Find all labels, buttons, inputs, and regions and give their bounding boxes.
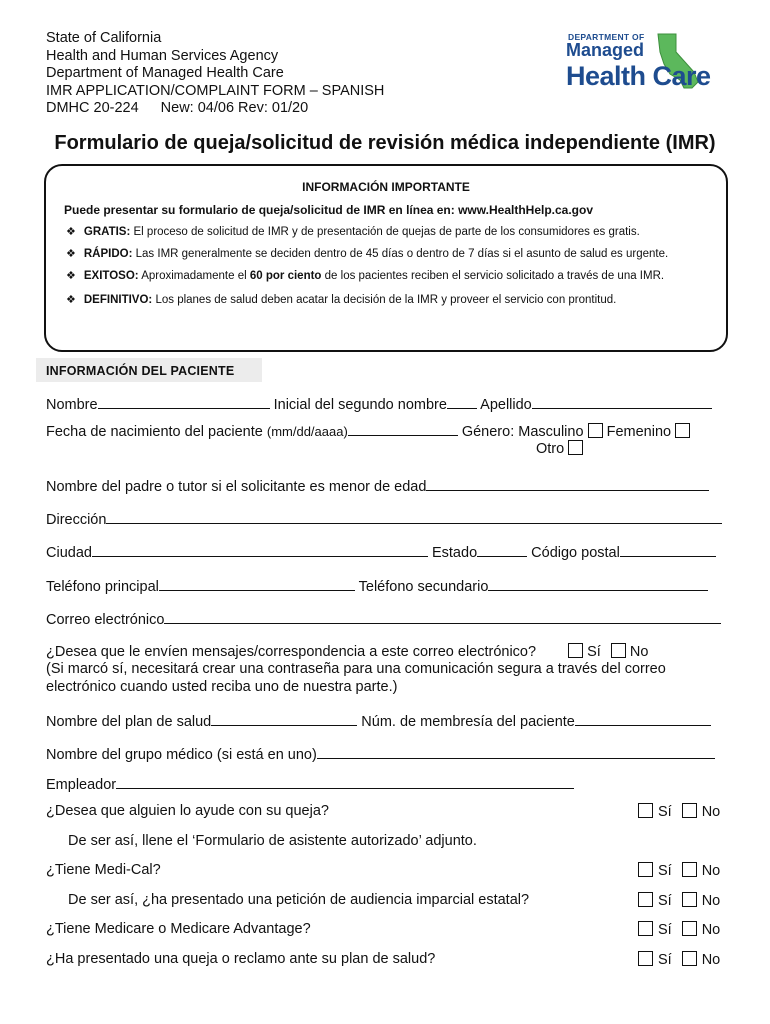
address-label: Dirección — [46, 512, 107, 528]
bullet-rapido — [66, 247, 668, 260]
birthdate-field[interactable] — [348, 421, 458, 436]
state-label: Estado — [431, 545, 478, 561]
yes-label: Sí — [658, 922, 672, 938]
bullet-text: Aproximadamente el — [141, 270, 247, 282]
assist-question: ¿Desea que alguien lo ayude con su queja? — [46, 803, 329, 819]
important-info-box — [44, 164, 728, 352]
email-label: Correo electrónico — [46, 612, 165, 628]
guardian-label: Nombre del padre o tutor si el solicitante es menor de edad — [46, 479, 427, 495]
secondary-phone-field[interactable] — [488, 576, 708, 591]
middle-initial-label: Inicial del segundo nombre — [273, 397, 447, 413]
medical-no-checkbox[interactable] — [682, 862, 697, 877]
bullet-text: de los pacientes reciben el servicio solicitado a través de una IMR. — [324, 270, 665, 282]
bullet-text: El proceso de solicitud de IMR y de presentación de quejas de parte de los consumidores es gratis. — [133, 226, 640, 238]
bullet-label: GRATIS: — [83, 226, 131, 238]
email-consent-question: ¿Desea que le envíen mensajes/correspondencia a este correo electrónico? — [46, 644, 537, 660]
patient-info-section-header — [36, 358, 262, 382]
form-number-line — [46, 100, 384, 118]
medicare-question: ¿Tiene Medicare o Medicare Advantage? — [46, 921, 311, 937]
health-plan-label: Nombre del plan de salud — [46, 714, 212, 730]
agency-line: Health and Human Services Agency — [46, 47, 279, 64]
first-name-label: Nombre — [46, 397, 98, 413]
male-checkbox[interactable] — [588, 423, 603, 438]
gender-male-label: Género: Masculino — [461, 424, 584, 440]
complaint-yes-no — [638, 951, 720, 968]
last-name-label: Apellido — [480, 397, 532, 413]
fair-hearing-no-checkbox[interactable] — [682, 892, 697, 907]
email-consent-yes-checkbox[interactable] — [568, 643, 583, 658]
section-title: INFORMACIÓN DEL PACIENTE — [46, 364, 235, 378]
last-name-field[interactable] — [532, 394, 712, 409]
diamond-bullet-icon: ❖ — [66, 294, 76, 306]
health-plan-field[interactable] — [211, 711, 357, 726]
medicare-no-checkbox[interactable] — [682, 921, 697, 936]
email-consent-note — [46, 660, 726, 696]
no-label: No — [701, 952, 721, 968]
bullet-label: RÁPIDO: — [83, 248, 133, 260]
city-label: Ciudad — [46, 545, 92, 561]
birthdate-gender-row — [46, 421, 690, 439]
no-label: No — [701, 922, 721, 938]
assist-note: De ser así, llene el ‘Formulario de asistente autorizado’ adjunto. — [68, 833, 477, 849]
gender-female-label: Femenino — [606, 424, 672, 440]
zip-field[interactable] — [620, 542, 716, 557]
logo-dept-text: DEPARTMENT OF — [568, 32, 645, 42]
medical-group-row — [46, 744, 715, 762]
birthdate-label: Fecha de nacimiento del paciente — [46, 424, 263, 440]
first-name-field[interactable] — [98, 394, 270, 409]
yes-label: Sí — [658, 893, 672, 909]
diamond-bullet-icon: ❖ — [66, 248, 76, 260]
logo-health-text: Health Care — [566, 61, 711, 91]
fair-hearing-yes-checkbox[interactable] — [638, 892, 653, 907]
zip-label: Código postal — [531, 545, 620, 561]
guardian-field[interactable] — [426, 476, 709, 491]
primary-phone-label: Teléfono principal — [46, 579, 159, 595]
employer-label: Empleador — [46, 777, 117, 793]
address-field[interactable] — [106, 509, 722, 524]
phone-row — [46, 576, 708, 594]
state-field[interactable] — [477, 542, 527, 557]
medical-yes-checkbox[interactable] — [638, 862, 653, 877]
no-label: No — [701, 863, 721, 879]
medical-group-field[interactable] — [317, 744, 715, 759]
bullet-label: DEFINITIVO: — [83, 294, 153, 306]
email-consent-row — [46, 643, 648, 661]
medical-group-label: Nombre del grupo médico (si está en uno) — [46, 747, 317, 763]
diamond-bullet-icon: ❖ — [66, 226, 76, 238]
email-consent-no-checkbox[interactable] — [611, 643, 626, 658]
dmhc-logo — [566, 30, 728, 92]
fair-hearing-yes-no — [638, 892, 720, 909]
secondary-phone-label: Teléfono secundario — [358, 579, 489, 595]
medical-yes-no — [638, 862, 720, 879]
medicare-yes-no — [638, 921, 720, 938]
diamond-bullet-icon: ❖ — [66, 270, 76, 282]
employer-row — [46, 774, 574, 792]
yes-label: Sí — [587, 644, 601, 660]
bullet-gratis — [66, 225, 640, 238]
form-type-line: IMR APPLICATION/COMPLAINT FORM – SPANISH — [46, 82, 385, 99]
assist-yes-no — [638, 803, 720, 820]
info-heading: INFORMACIÓN IMPORTANTE — [302, 180, 470, 194]
primary-phone-field[interactable] — [159, 576, 355, 591]
gender-other-label: Otro — [536, 441, 565, 457]
female-checkbox[interactable] — [675, 423, 690, 438]
member-id-label: Núm. de membresía del paciente — [361, 714, 575, 730]
assist-no-checkbox[interactable] — [682, 803, 697, 818]
note-line: electrónico cuando usted reciba uno de nuestra parte.) — [46, 679, 398, 695]
medical-question: ¿Tiene Medi-Cal? — [46, 862, 161, 878]
no-label: No — [629, 644, 649, 660]
address-row — [46, 509, 722, 527]
note-line: (Si marcó sí, necesitará crear una contraseña para una comunicación segura a través del correo — [46, 661, 666, 677]
complaint-no-checkbox[interactable] — [682, 951, 697, 966]
medicare-yes-checkbox[interactable] — [638, 921, 653, 936]
form-dates: New: 04/06 Rev: 01/20 — [160, 100, 309, 116]
yes-label: Sí — [658, 952, 672, 968]
other-checkbox[interactable] — [568, 440, 583, 455]
bullet-emphasis: 60 por ciento — [249, 270, 322, 282]
no-label: No — [701, 893, 721, 909]
gender-other-row — [536, 440, 583, 458]
agency-header — [46, 30, 384, 118]
member-id-field[interactable] — [575, 711, 711, 726]
city-row — [46, 542, 716, 560]
online-filing-text: Puede presentar su formulario de queja/solicitud de IMR en línea en: www.HealthHelp.ca.gov — [64, 203, 594, 217]
yes-label: Sí — [658, 804, 672, 820]
email-field[interactable] — [164, 609, 721, 624]
email-row — [46, 609, 721, 627]
yes-label: Sí — [658, 863, 672, 879]
department-line: Department of Managed Health Care — [46, 65, 284, 81]
middle-initial-field[interactable] — [447, 394, 477, 409]
form-number: DMHC 20-224 — [46, 100, 139, 116]
state-line: State of California — [46, 30, 162, 46]
name-row — [46, 394, 712, 412]
form-title: Formulario de queja/solicitud de revisión médica independiente (IMR) — [54, 132, 716, 154]
fair-hearing-question: De ser así, ¿ha presentado una petición de audiencia imparcial estatal? — [68, 892, 530, 908]
city-field[interactable] — [92, 542, 428, 557]
complaint-question: ¿Ha presentado una queja o reclamo ante su plan de salud? — [46, 951, 436, 967]
logo-managed-text: Managed — [566, 40, 645, 60]
bullet-text: Las IMR generalmente se deciden dentro de 45 días o dentro de 7 días si el asunto de salud es urgente. — [135, 248, 669, 260]
assist-yes-checkbox[interactable] — [638, 803, 653, 818]
guardian-row — [46, 476, 709, 494]
bullet-text: Los planes de salud deben acatar la decisión de la IMR y proveer el servicio con prontitud. — [155, 294, 617, 306]
bullet-definitivo — [66, 293, 616, 306]
employer-field[interactable] — [116, 774, 574, 789]
health-plan-row — [46, 711, 711, 729]
no-label: No — [701, 804, 721, 820]
birthdate-format: (mm/dd/aaaa) — [266, 424, 348, 439]
bullet-label: EXITOSO: — [83, 270, 139, 282]
complaint-yes-checkbox[interactable] — [638, 951, 653, 966]
bullet-exitoso — [66, 269, 664, 282]
